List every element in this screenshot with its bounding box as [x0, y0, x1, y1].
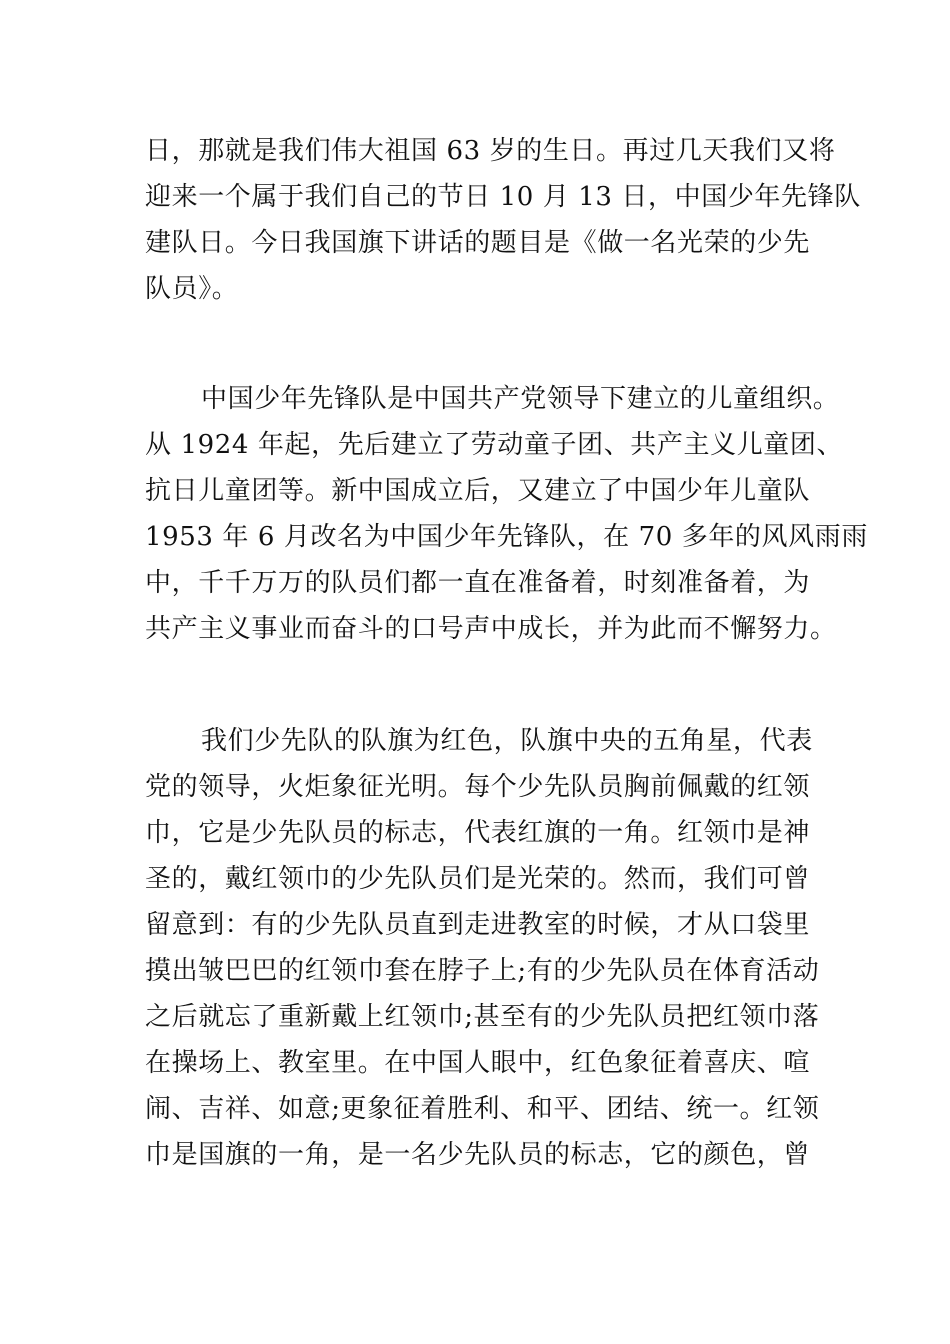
- paragraph-2-line-3: 抗日儿童团等。新中国成立后，又建立了中国少年儿童队: [145, 476, 811, 506]
- paragraph-3-line-2: 党的领导，火炬象征光明。每个少先队员胸前佩戴的红领: [145, 772, 811, 802]
- paragraph-2-line-5: 中，千千万万的队员们都一直在准备着，时刻准备着，为: [145, 568, 811, 598]
- paragraph-1-line-3: 建队日。今日我国旗下讲话的题目是《做一名光荣的少先: [145, 228, 811, 258]
- paragraph-3-line-1: 我们少先队的队旗为红色，队旗中央的五角星，代表: [201, 726, 813, 756]
- paragraph-1-line-4: 队员》。: [145, 274, 239, 304]
- paragraph-2-line-1: 中国少年先锋队是中国共产党领导下建立的儿童组织。: [201, 384, 840, 414]
- paragraph-3-line-6: 摸出皱巴巴的红领巾套在脖子上;有的少先队员在体育活动: [145, 956, 820, 986]
- paragraph-3-line-3: 巾，它是少先队员的标志，代表红旗的一角。红领巾是神: [145, 818, 811, 848]
- paragraph-1-line-2: 迎来一个属于我们自己的节日 10 月 13 日，中国少年先锋队: [145, 182, 861, 212]
- paragraph-2-line-4: 1953 年 6 月改名为中国少年先锋队，在 70 多年的风风雨雨: [145, 522, 868, 552]
- paragraph-3-line-10: 巾是国旗的一角，是一名少先队员的标志，它的颜色，曾: [145, 1140, 811, 1170]
- paragraph-3-line-7: 之后就忘了重新戴上红领巾;甚至有的少先队员把红领巾落: [145, 1002, 820, 1032]
- paragraph-2-line-2: 从 1924 年起，先后建立了劳动童子团、共产主义儿童团、: [145, 430, 844, 460]
- paragraph-3-line-9: 闹、吉祥、如意;更象征着胜利、和平、团结、统一。红领: [145, 1094, 820, 1124]
- paragraph-3-line-4: 圣的，戴红领巾的少先队员们是光荣的。然而，我们可曾: [145, 864, 811, 894]
- paragraph-3-line-8: 在操场上、教室里。在中国人眼中，红色象征着喜庆、喧: [145, 1048, 811, 1078]
- paragraph-1-line-1: 日，那就是我们伟大祖国 63 岁的生日。再过几天我们又将: [145, 136, 836, 166]
- paragraph-3-line-5: 留意到：有的少先队员直到走进教室的时候，才从口袋里: [145, 910, 811, 940]
- paragraph-2-line-6: 共产主义事业而奋斗的口号声中成长，并为此而不懈努力。: [145, 614, 837, 644]
